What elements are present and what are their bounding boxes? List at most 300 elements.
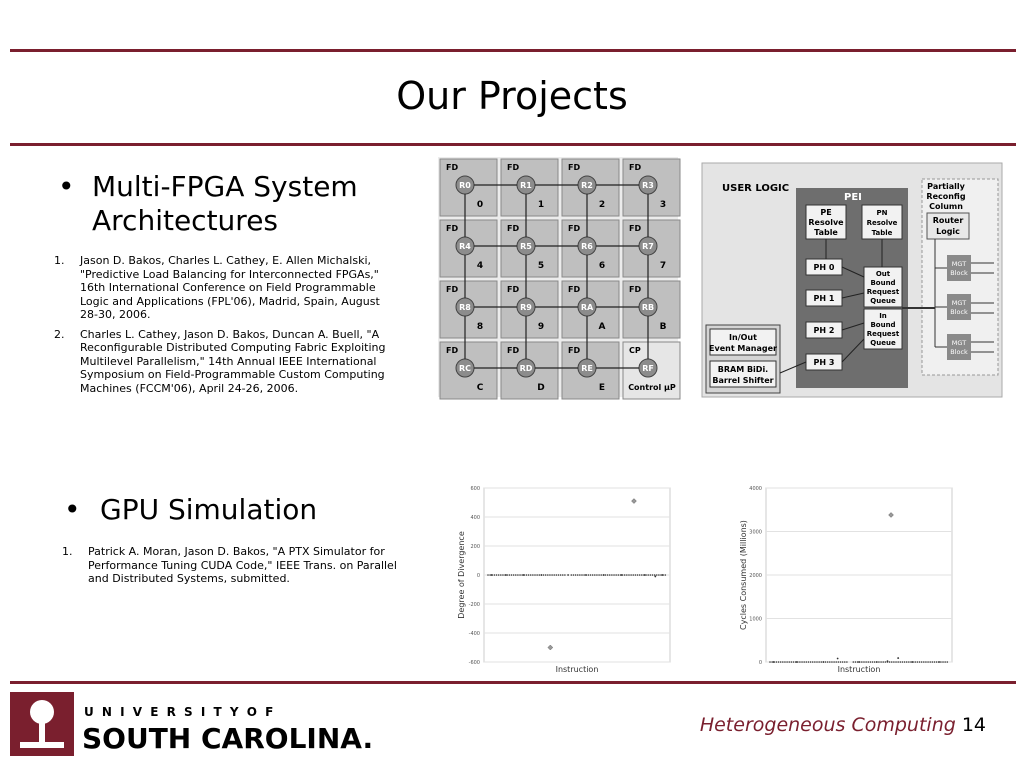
section2-heading: [64, 493, 317, 527]
baseline-point: [929, 661, 931, 663]
baseline-point: [650, 574, 652, 576]
reference-line: and Distributed Systems, submitted.: [88, 572, 290, 585]
baseline-point: [944, 661, 946, 663]
data-point: [644, 574, 646, 576]
palmetto-trunk-icon: [39, 720, 45, 744]
baseline-point: [902, 661, 904, 663]
reference-item: [54, 254, 424, 322]
baseline-point: [498, 574, 500, 576]
baseline-point: [844, 661, 846, 663]
y-tick-label: -200: [468, 602, 480, 608]
router-label: R3: [642, 181, 654, 190]
y-tick-label: 1000: [749, 616, 762, 623]
reference-line: 16th International Conference on Field Programmable: [80, 281, 376, 294]
baseline-point: [502, 574, 504, 576]
router-label: RD: [519, 364, 533, 373]
router-label: R8: [459, 303, 471, 312]
baseline-point: [494, 574, 496, 576]
cell-id-label: 4: [476, 261, 484, 271]
data-point: [837, 658, 839, 660]
router-label: R9: [520, 303, 532, 312]
baseline-point: [628, 574, 630, 576]
baseline-point: [590, 574, 592, 576]
router-text: Logic: [936, 227, 960, 236]
baseline-point: [626, 574, 628, 576]
cell-type-label: FD: [568, 346, 581, 355]
mgt-block-1: [947, 255, 971, 281]
baseline-point: [904, 661, 906, 663]
baseline-point: [863, 661, 865, 663]
baseline-point: [526, 574, 528, 576]
data-point: [897, 657, 899, 659]
reference-line: Charles L. Cathey, Jason D. Bakos, Duncan A. Buell, "A: [80, 327, 380, 341]
baseline-point: [793, 661, 795, 663]
in-queue-text: Request: [866, 330, 900, 338]
baseline-point: [532, 574, 534, 576]
baseline-point: [605, 574, 607, 576]
divergence-chart: [440, 480, 680, 676]
out-queue-text: Out: [875, 270, 891, 278]
data-point: [567, 574, 569, 576]
cell-type-label: FD: [446, 163, 459, 172]
data-point: [887, 660, 889, 662]
baseline-point: [556, 574, 558, 576]
data-point: [823, 661, 825, 663]
grid-cell: [440, 342, 497, 399]
page-number: 14: [961, 714, 986, 736]
baseline-point: [895, 661, 897, 663]
ph-label: PH 0: [813, 263, 835, 272]
cell-id-label: E: [598, 383, 606, 393]
partial-text: Partially: [927, 182, 965, 191]
baseline-point: [500, 574, 502, 576]
footer-title: Heterogeneous Computing: [699, 714, 956, 736]
grid-cell: [623, 220, 680, 277]
baseline-point: [778, 661, 780, 663]
data-point: [523, 574, 525, 576]
baseline-point: [782, 661, 784, 663]
cell-type-label: FD: [629, 224, 642, 233]
baseline-point: [594, 574, 596, 576]
cell-type-label: FD: [507, 224, 520, 233]
baseline-point: [583, 574, 585, 576]
pei-label: PEI: [844, 192, 862, 203]
grid-cell: [562, 342, 619, 399]
baseline-point: [637, 574, 639, 576]
baseline-point: [656, 574, 658, 576]
cell-type-label: FD: [446, 285, 459, 294]
router-label: R0: [459, 181, 471, 190]
reference-item: [54, 328, 424, 396]
section1-heading: [58, 170, 358, 238]
cell-id-label: C: [476, 383, 484, 393]
baseline-point: [517, 574, 519, 576]
baseline-point: [511, 574, 513, 576]
baseline-point: [919, 661, 921, 663]
baseline-point: [579, 574, 581, 576]
baseline-point: [788, 661, 790, 663]
data-point: [621, 574, 623, 576]
baseline-point: [942, 661, 944, 663]
cell-type-label: FD: [507, 346, 520, 355]
baseline-point: [543, 574, 545, 576]
baseline-point: [917, 661, 919, 663]
baseline-point: [534, 574, 536, 576]
router-label: R5: [520, 242, 532, 251]
baseline-point: [825, 661, 827, 663]
cell-id-label: 7: [659, 261, 667, 271]
reference-line: Jason D. Bakos, Charles L. Cathey, E. Allen Michalski,: [80, 254, 371, 267]
baseline-point: [874, 661, 876, 663]
reference-line: Patrick A. Moran, Jason D. Bakos, "A PTX Simulator for: [88, 545, 385, 558]
baseline-point: [808, 661, 810, 663]
baseline-point: [538, 574, 540, 576]
y-tick-label: 0: [476, 573, 480, 579]
palmetto-base-icon: [20, 742, 64, 748]
pe-resolve-text: Resolve: [808, 218, 844, 227]
in-queue-text: Queue: [870, 339, 896, 347]
router-label: RB: [641, 303, 655, 312]
baseline-point: [553, 574, 555, 576]
cell-id-label: 6: [598, 261, 606, 271]
baseline-point: [791, 661, 793, 663]
baseline-point: [632, 574, 634, 576]
bram-text: Barrel Shifter: [712, 376, 774, 385]
y-tick-label: 400: [470, 515, 480, 521]
baseline-point: [545, 574, 547, 576]
mgt-text: MGT: [951, 339, 967, 347]
baseline-point: [624, 574, 626, 576]
baseline-point: [600, 574, 602, 576]
baseline-point: [575, 574, 577, 576]
router-label: R1: [520, 181, 532, 190]
baseline-point: [658, 574, 660, 576]
reference-line: Reconfigurable Distributed Computing Fabric Exploiting: [80, 341, 386, 354]
baseline-point: [635, 574, 637, 576]
baseline-point: [564, 574, 566, 576]
baseline-point: [786, 661, 788, 663]
data-point: [603, 574, 605, 576]
data-point: [585, 574, 587, 576]
ph-label: PH 3: [813, 358, 835, 367]
bram-text: BRAM BiDi.: [717, 365, 769, 374]
grid-cell: [623, 159, 680, 216]
pn-resolve-text: Table: [871, 229, 893, 237]
grid-cell: [501, 220, 558, 277]
baseline-point: [914, 661, 916, 663]
baseline-point: [812, 661, 814, 663]
baseline-point: [816, 661, 818, 663]
baseline-point: [838, 661, 840, 663]
baseline-point: [769, 661, 771, 663]
cell-id-label: A: [598, 322, 606, 332]
reference-line: "Predictive Load Balancing for Interconnected FPGAs,": [80, 267, 379, 281]
baseline-point: [846, 661, 848, 663]
cell-id-label: 3: [659, 200, 667, 210]
baseline-point: [609, 574, 611, 576]
baseline-point: [641, 574, 643, 576]
baseline-point: [607, 574, 609, 576]
fpga-grid-diagram: [438, 157, 678, 397]
cell-id-label: D: [537, 383, 545, 393]
baseline-point: [487, 574, 489, 576]
in-queue-text: In: [879, 312, 887, 320]
baseline-point: [615, 574, 617, 576]
router-label: R7: [642, 242, 654, 251]
baseline-point: [801, 661, 803, 663]
in-queue-text: Bound: [870, 321, 896, 329]
baseline-point: [598, 574, 600, 576]
out-queue-text: Request: [866, 288, 900, 296]
baseline-point: [519, 574, 521, 576]
grid-cell: [440, 220, 497, 277]
baseline-point: [853, 661, 855, 663]
cell-type-label: FD: [446, 224, 459, 233]
cell-id-label: Control µP: [628, 383, 676, 392]
baseline-point: [596, 574, 598, 576]
baseline-point: [547, 574, 549, 576]
cell-type-label: FD: [507, 285, 520, 294]
mgt-text: MGT: [951, 299, 967, 307]
baseline-point: [654, 574, 656, 576]
baseline-point: [889, 661, 891, 663]
logo-line1: U N I V E R S I T Y O F: [84, 705, 276, 719]
baseline-point: [893, 661, 895, 663]
baseline-point: [840, 661, 842, 663]
title-rule: [10, 143, 1016, 146]
baseline-point: [496, 574, 498, 576]
baseline-point: [867, 661, 869, 663]
grid-cell: [562, 159, 619, 216]
baseline-point: [784, 661, 786, 663]
cycles-chart: [722, 480, 962, 676]
router-label: RC: [458, 364, 472, 373]
baseline-point: [536, 574, 538, 576]
baseline-point: [560, 574, 562, 576]
baseline-point: [833, 661, 835, 663]
baseline-point: [630, 574, 632, 576]
grid-cell: [623, 281, 680, 338]
cell-type-label: FD: [629, 285, 642, 294]
baseline-point: [899, 661, 901, 663]
data-point: [491, 574, 493, 576]
baseline-point: [923, 661, 925, 663]
baseline-point: [870, 661, 872, 663]
y-tick-label: 3000: [749, 529, 762, 536]
pe-resolve-text: Table: [814, 228, 838, 237]
baseline-point: [799, 661, 801, 663]
baseline-point: [829, 661, 831, 663]
data-point: [662, 574, 664, 576]
cell-id-label: 8: [476, 322, 484, 332]
ph-label: PH 2: [813, 326, 835, 335]
baseline-point: [831, 661, 833, 663]
reference-line: Performance Tuning CUDA Code," IEEE Trans. on Parallel: [88, 558, 397, 572]
grid-cell: [440, 281, 497, 338]
data-point: [541, 574, 543, 576]
baseline-point: [880, 661, 882, 663]
cell-id-label: 9: [537, 322, 545, 332]
cell-id-label: 0: [476, 200, 484, 210]
baseline-point: [872, 661, 874, 663]
baseline-point: [927, 661, 929, 663]
baseline-point: [780, 661, 782, 663]
router-label: R2: [581, 181, 593, 190]
baseline-point: [549, 574, 551, 576]
baseline-point: [925, 661, 927, 663]
y-tick-label: -600: [468, 660, 480, 666]
reference-line: Multilevel Parallelism," 14th Annual IEEE International: [80, 354, 377, 368]
baseline-point: [934, 661, 936, 663]
baseline-point: [513, 574, 515, 576]
data-point: [938, 661, 940, 663]
baseline-point: [647, 574, 649, 576]
baseline-point: [814, 661, 816, 663]
grid-cell: [501, 342, 558, 399]
slide-title: Our Projects: [396, 74, 628, 118]
logo-line2: SOUTH CAROLINA.: [82, 722, 374, 755]
mgt-text: Block: [950, 348, 968, 356]
grid-cell: [562, 220, 619, 277]
baseline-point: [528, 574, 530, 576]
baseline-point: [581, 574, 583, 576]
cell-id-label: 1: [537, 200, 545, 210]
baseline-point: [842, 661, 844, 663]
section1-references: [54, 254, 424, 401]
data-point: [773, 661, 775, 663]
baseline-point: [861, 661, 863, 663]
bullet-icon: •: [58, 170, 75, 203]
router-label: RE: [581, 364, 593, 373]
baseline-point: [803, 661, 805, 663]
baseline-point: [515, 574, 517, 576]
mgt-text: MGT: [951, 260, 967, 268]
y-axis-label: Degree of Divergence: [457, 531, 466, 619]
baseline-point: [865, 661, 867, 663]
mgt-text: Block: [950, 269, 968, 277]
baseline-point: [806, 661, 808, 663]
cell-type-label: FD: [568, 224, 581, 233]
cell-type-label: FD: [568, 163, 581, 172]
baseline-point: [509, 574, 511, 576]
y-axis-label: Cycles Consumed (Millions): [739, 520, 748, 630]
data-point: [876, 661, 878, 663]
reference-line: 28-30, 2006.: [80, 308, 151, 321]
baseline-point: [940, 661, 942, 663]
partial-text: Reconfig: [926, 192, 966, 201]
pe-resolve-text: PE: [820, 208, 832, 217]
cell-type-label: FD: [446, 346, 459, 355]
router-label: R4: [459, 242, 471, 251]
baseline-point: [571, 574, 573, 576]
footer-rule: [10, 681, 1016, 684]
section1-heading-line2: Architectures: [92, 204, 279, 237]
baseline-point: [897, 661, 899, 663]
baseline-point: [885, 661, 887, 663]
x-axis-label: Instruction: [837, 665, 881, 674]
grid-cell: [501, 159, 558, 216]
grid-cell: [562, 281, 619, 338]
user-logic-label: USER LOGIC: [722, 183, 790, 194]
baseline-point: [592, 574, 594, 576]
baseline-point: [573, 574, 575, 576]
bullet-icon: •: [64, 493, 81, 526]
reference-line: Symposium on Field-Programmable Custom Computing: [80, 368, 385, 381]
baseline-point: [855, 661, 857, 663]
router-label: RF: [642, 364, 654, 373]
baseline-point: [562, 574, 564, 576]
reference-number: 1.: [54, 254, 65, 267]
router-label: R6: [581, 242, 593, 251]
cell-type-label: FD: [507, 163, 520, 172]
baseline-point: [946, 661, 948, 663]
baseline-point: [613, 574, 615, 576]
baseline-point: [932, 661, 934, 663]
pn-resolve-text: Resolve: [866, 219, 898, 227]
cell-id-label: 5: [537, 261, 545, 271]
data-point: [796, 661, 798, 663]
baseline-point: [558, 574, 560, 576]
section2-references: [62, 545, 432, 592]
partial-text: Column: [929, 202, 963, 211]
reference-line: Machines (FCCM'06), April 24-26, 2006.: [80, 381, 299, 395]
baseline-point: [936, 661, 938, 663]
cell-type-label: FD: [629, 163, 642, 172]
cell-id-label: 2: [598, 200, 606, 210]
reference-item: [62, 545, 432, 586]
mgt-block-2: [947, 294, 971, 320]
baseline-point: [908, 661, 910, 663]
baseline-point: [776, 661, 778, 663]
footer: [700, 714, 986, 736]
grid-cell: [623, 342, 680, 399]
y-tick-label: 200: [470, 544, 480, 550]
baseline-point: [921, 661, 923, 663]
reference-line: Logic and Applications (FPL'06), Madrid, Spain, August: [80, 294, 380, 308]
top-rule: [10, 49, 1016, 52]
baseline-point: [882, 661, 884, 663]
y-tick-label: 0: [758, 660, 762, 666]
baseline-point: [588, 574, 590, 576]
out-queue-text: Bound: [870, 279, 896, 287]
out-queue-text: Queue: [870, 297, 896, 305]
baseline-point: [818, 661, 820, 663]
section1-heading-line1: Multi-FPGA System: [92, 170, 358, 203]
data-point: [654, 576, 656, 578]
mgt-block-3: [947, 334, 971, 360]
architecture-diagram: [702, 163, 1002, 397]
section2-heading-text: GPU Simulation: [100, 493, 318, 526]
baseline-point: [827, 661, 829, 663]
baseline-point: [835, 661, 837, 663]
data-point: [505, 574, 507, 576]
reference-number: 2.: [54, 327, 65, 341]
baseline-point: [617, 574, 619, 576]
baseline-point: [820, 661, 822, 663]
baseline-point: [906, 661, 908, 663]
y-tick-label: 4000: [749, 486, 762, 492]
cell-type-label: CP: [629, 346, 641, 355]
ph-label: PH 1: [813, 294, 835, 303]
baseline-point: [878, 661, 880, 663]
router-text: Router: [932, 216, 964, 225]
baseline-point: [652, 574, 654, 576]
reference-number: 1.: [62, 545, 73, 558]
cell-id-label: B: [659, 322, 667, 332]
university-logo: [8, 690, 374, 760]
x-axis-label: Instruction: [555, 665, 599, 674]
y-tick-label: 2000: [749, 573, 762, 579]
